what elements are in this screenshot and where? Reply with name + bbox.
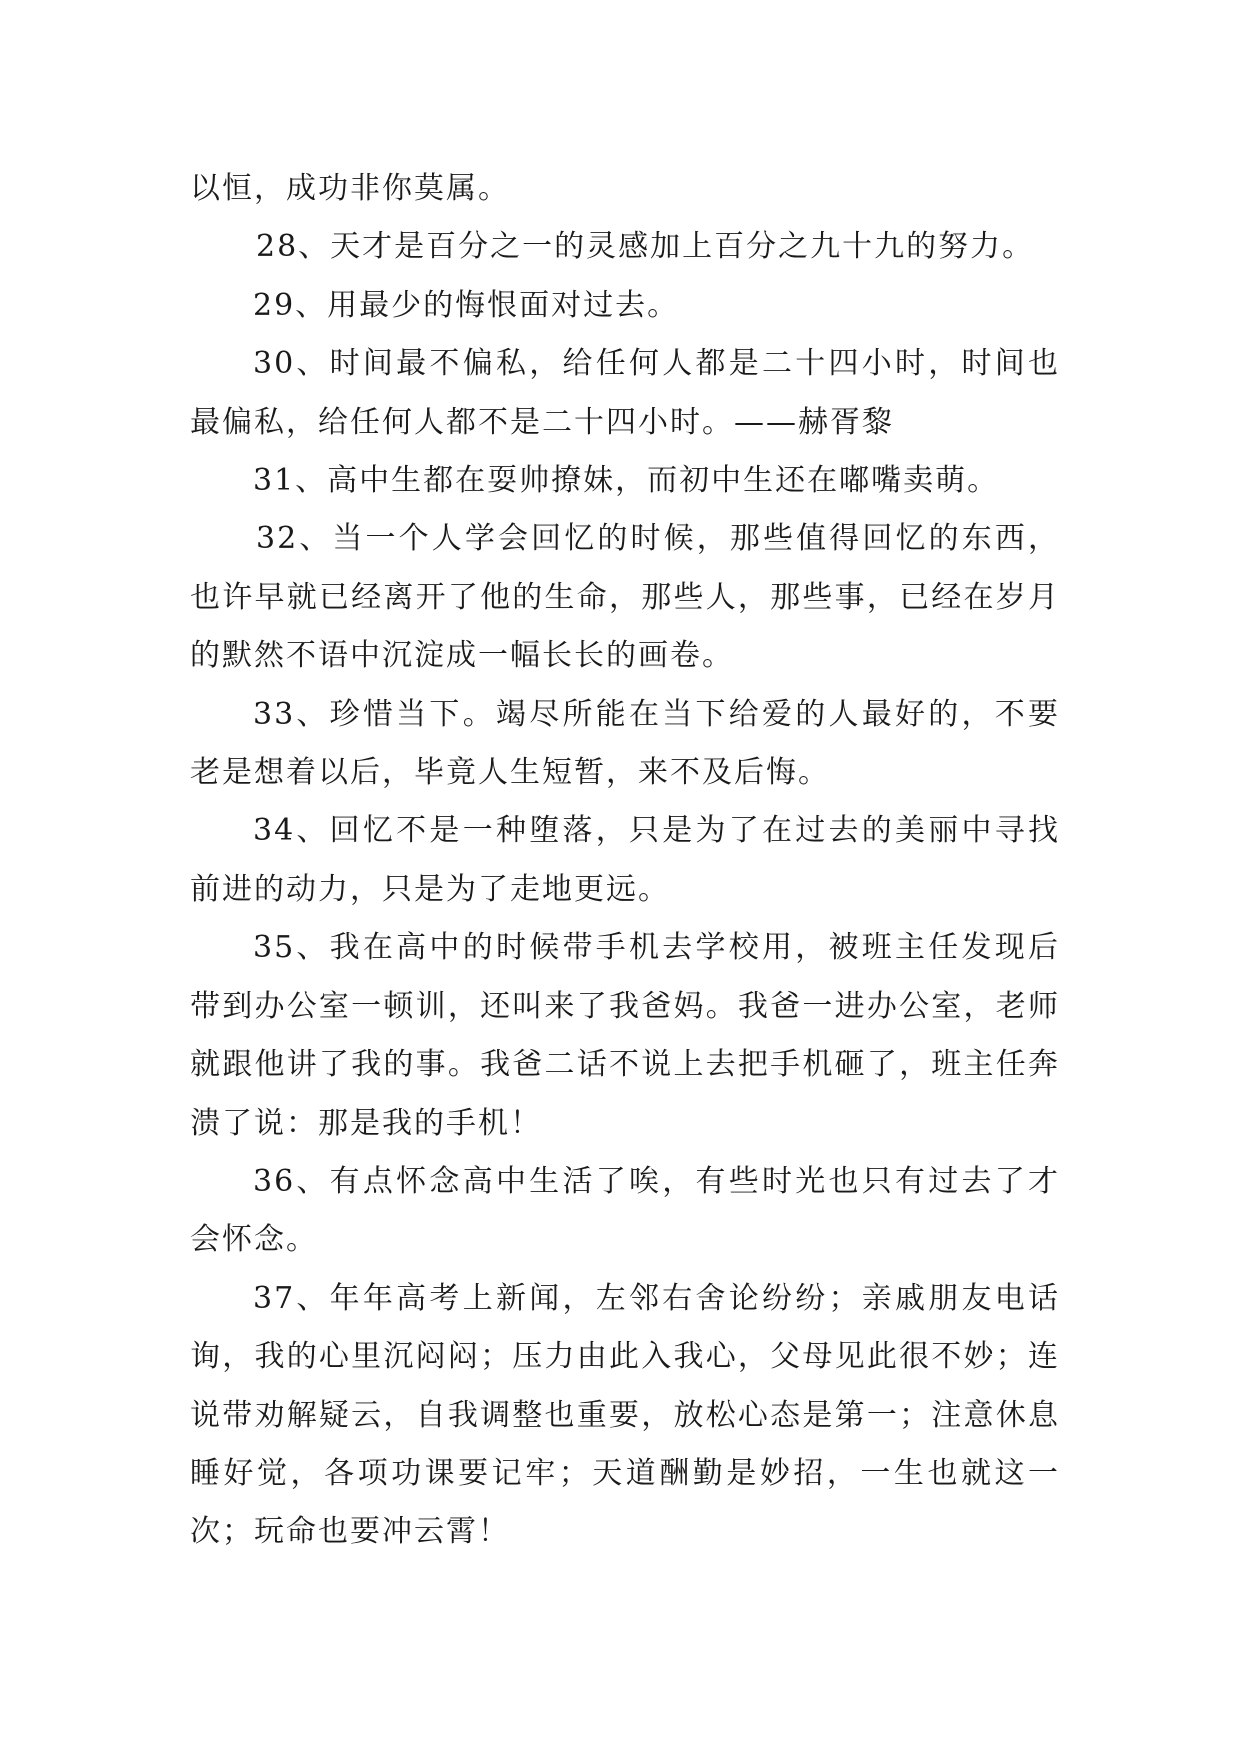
paragraph-34: 34、回忆不是一种堕落，只是为了在过去的美丽中寻找前进的动力，只是为了走地更远。 bbox=[190, 813, 1060, 907]
paragraph-29: 29、用最少的悔恨面对过去。 bbox=[253, 287, 680, 323]
paragraph-32: 32、当一个人学会回忆的时候，那些值得回忆的东西，也许早就已经离开了他的生命，那些人，那些事，已经在岁月的默然不语中沉淀成一幅长长的画卷。 bbox=[190, 521, 1060, 674]
paragraph-35: 35、我在高中的时候带手机去学校用，被班主任发现后带到办公室一顿训，还叫来了我爸妈。我爸一进办公室，老师就跟他讲了我的事。我爸二话不说上去把手机砸了，班主任奔溃了说：那是我的手机！ bbox=[190, 930, 1060, 1141]
paragraph-37: 37、年年高考上新闻，左邻右舍论纷纷；亲戚朋友电话询，我的心里沉闷闷；压力由此入我心，父母见此很不妙；连说带劝解疑云，自我调整也重要，放松心态是第一；注意休息睡好觉，各项功课要记牢；天道酬勤是妙招，一生也就这一次；玩命也要冲云霄！ bbox=[190, 1280, 1060, 1550]
paragraph-36: 36、有点怀念高中生活了唉，有些时光也只有过去了才会怀念。 bbox=[190, 1163, 1060, 1258]
paragraph-28: 28、天才是百分之一的灵感加上百分之九十九的努力。 bbox=[256, 229, 1035, 265]
paragraph-33: 33、珍惜当下。竭尽所能在当下给爱的人最好的，不要老是想着以后，毕竟人生短暂，来不及后悔。 bbox=[190, 696, 1060, 791]
paragraph-continued: 以恒，成功非你莫属。 bbox=[190, 171, 510, 206]
paragraph-31: 31、高中生都在耍帅撩妹，而初中生还在嘟嘴卖萌。 bbox=[253, 463, 1000, 499]
paragraph-30: 30、时间最不偏私，给任何人都是二十四小时，时间也最偏私，给任何人都不是二十四小时。——赫胥黎 bbox=[190, 346, 1060, 440]
document-body bbox=[190, 160, 1060, 1562]
